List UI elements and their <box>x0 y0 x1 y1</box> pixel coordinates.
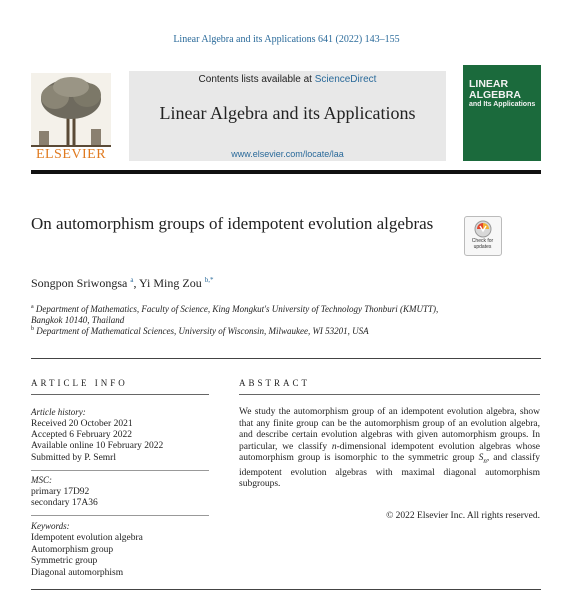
check-for-updates-button[interactable] <box>464 216 502 256</box>
keyword[interactable]: Diagonal automorphism <box>31 568 124 578</box>
article-title: On automorphism groups of idempotent evolution algebras <box>31 214 434 233</box>
abstract-part: We study the automorphism group of an idempotent evolution algebra, show that any finite group can be the automorphism group of an evolution algebra, and describe certain evolution algebras with given automorphism groups. In particular, we classify <box>239 407 540 452</box>
sciencedirect-link[interactable]: ScienceDirect <box>314 74 377 85</box>
abstract-heading: ABSTRACT <box>239 378 311 388</box>
keyword[interactable]: Symmetric group <box>31 556 98 566</box>
footer-divider <box>31 589 541 590</box>
elsevier-wordmark: ELSEVIER <box>35 147 107 162</box>
abstract-part: -dimensional idempotent evolution algebras whose automorphism group is isomorphic to the symmetric group <box>239 441 540 464</box>
cover-subtitle: and Its Applications <box>469 101 536 109</box>
copyright-notice: © 2022 Elsevier Inc. All rights reserved. <box>386 511 540 521</box>
author-name[interactable]: Yi Ming Zou <box>139 276 202 290</box>
affiliation-mark[interactable]: b,* <box>204 276 214 284</box>
journal-title: Linear Algebra and its Applications <box>159 103 416 123</box>
abstract-part: , and classify idempotent evolution algebras with maximal diagonal automorphism subgroups. <box>239 453 540 490</box>
contents-line <box>129 74 446 85</box>
affiliation-b <box>31 324 461 337</box>
header-rule <box>31 170 541 174</box>
info-divider <box>31 515 209 516</box>
keywords-label: Keywords: <box>31 521 70 531</box>
affiliation-mark[interactable]: a <box>130 276 134 284</box>
author-list: Songpon Sriwongsa $^a$, Yi Ming Zou $^{b,*}$ <box>31 276 214 290</box>
journal-cover-text <box>469 79 539 109</box>
author-name[interactable]: Songpon Sriwongsa <box>31 276 128 290</box>
check-for-updates-label: Check for updates <box>471 238 494 250</box>
msc-item: secondary 17A36 <box>31 498 98 508</box>
abstract-text <box>239 407 540 491</box>
history-item: Received 20 October 2021 <box>31 419 133 429</box>
affiliation-label: a <box>31 304 34 310</box>
cover-title: LINEAR ALGEBRA <box>469 78 521 101</box>
msc-label: MSC: <box>31 475 52 485</box>
contents-prefix: Contents lists available at <box>198 74 312 85</box>
history-label: Article history: <box>31 407 86 417</box>
journal-homepage-link[interactable]: www.elsevier.com/locate/laa <box>231 149 344 159</box>
affiliation-text: Department of Mathematics, Faculty of Science, King Mongkut's University of Technology Thonburi (KMUTT), Bangkok 10140, Thailand <box>31 304 439 325</box>
abstract-math: S <box>478 453 484 464</box>
msc-item: primary 17D92 <box>31 487 90 497</box>
affiliation-text: Department of Mathematical Sciences, University of Wisconsin, Milwaukee, WI 53201, USA <box>36 326 369 336</box>
history-item: Accepted 6 February 2022 <box>31 430 133 440</box>
section-divider <box>31 358 541 359</box>
keyword[interactable]: Idempotent evolution algebra <box>31 533 143 543</box>
check-updates-icon <box>465 217 501 239</box>
affiliation-a <box>31 302 461 326</box>
abstract-math: n <box>331 441 337 452</box>
history-item: Available online 10 February 2022 <box>31 441 164 451</box>
history-item: Submitted by P. Semrl <box>31 453 116 463</box>
journal-citation[interactable]: Linear Algebra and its Applications 641 (2022) 143–155 <box>173 34 400 45</box>
abstract-math: n <box>483 457 487 466</box>
article-info-heading: ARTICLE INFO <box>31 378 128 388</box>
info-divider <box>31 394 209 395</box>
affiliation-label: b <box>31 326 34 332</box>
keyword[interactable]: Automorphism group <box>31 545 114 555</box>
abstract-divider <box>239 394 540 395</box>
info-divider <box>31 470 209 471</box>
